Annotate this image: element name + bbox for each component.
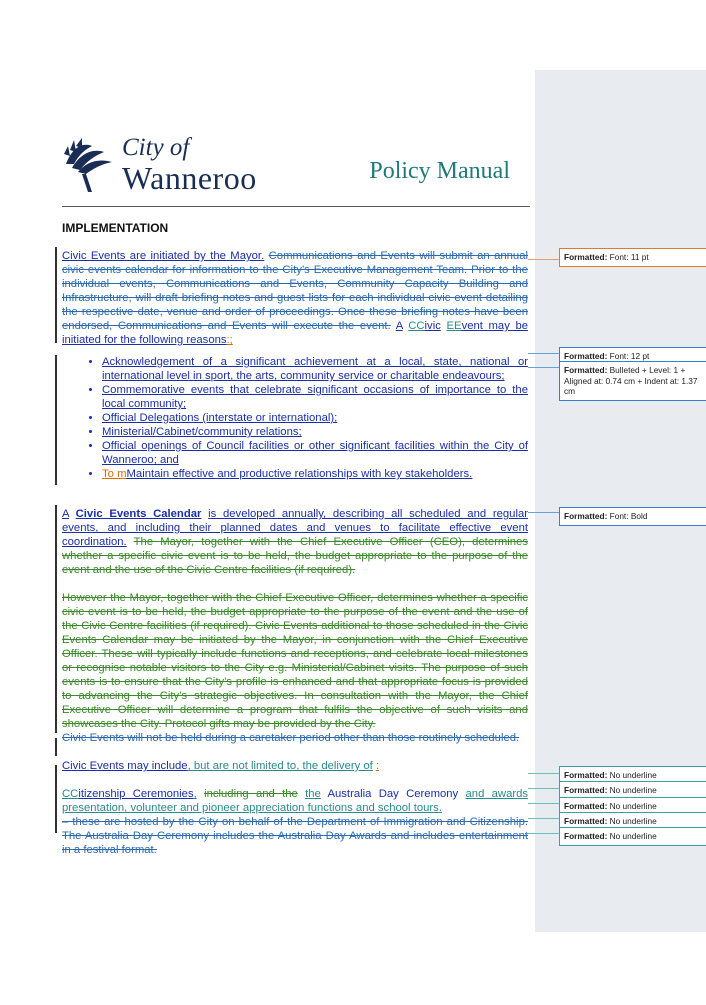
- inserted-text: CC: [62, 788, 79, 800]
- city-logo-icon: [62, 134, 120, 192]
- comment-label: Formatted:: [564, 351, 608, 361]
- comment-text: Font: 12 pt: [609, 351, 650, 361]
- comment-connector: [528, 773, 559, 774]
- inserted-text: A: [395, 320, 403, 332]
- inserted-text: :: [375, 760, 380, 772]
- inserted-text: .: [438, 802, 442, 814]
- comment-connector: [528, 512, 559, 513]
- comment-connector: [528, 367, 559, 368]
- comment-connector: [528, 818, 559, 819]
- comment-label: Formatted:: [564, 785, 608, 795]
- comment-text: No underline: [609, 785, 657, 795]
- formatting-comment[interactable]: [559, 248, 706, 267]
- inserted-text: EE: [446, 320, 462, 332]
- section-heading: IMPLEMENTATION: [62, 221, 169, 235]
- inserted-text: and awards presentation, volunteer and pioneer appreciation functions and school tours: [62, 788, 529, 814]
- logo-text-city-of: City of: [122, 134, 190, 161]
- inserted-text: itizenship Ceremonies: [78, 788, 194, 800]
- paragraph-citizenship: [62, 787, 528, 857]
- inserted-text: Civic Events are initiated by the Mayor.: [62, 250, 265, 262]
- page-header: [62, 130, 530, 210]
- comment-connector: [528, 259, 559, 260]
- inserted-text: the: [305, 788, 321, 800]
- paragraph-intro: [62, 249, 528, 347]
- deleted-text: Civic Events will not be held during a caretaker period other than those routinely scheduled.: [62, 732, 520, 744]
- comment-text: No underline: [609, 770, 657, 780]
- deleted-text: The Mayor, together with the Chief Executive Officer (CEO), determines whether a specific civic event is to be held, the budget appropriate to the purpose of the event and the use of the Civic Centre facilities (if required).: [62, 536, 528, 576]
- comment-label: Formatted:: [564, 831, 608, 841]
- list-item: • Commemorative events that celebrate significant occasions of importance to the local community;: [102, 383, 528, 411]
- list-item: • Official Delegations (interstate or international);: [102, 411, 528, 425]
- reasons-list: [62, 355, 528, 481]
- paragraph-may-include: [62, 759, 528, 773]
- comment-text: No underline: [609, 801, 657, 811]
- comment-text: Font: 11 pt: [609, 252, 649, 262]
- inserted-text: aintain effective and productive relationships with key stakeholders.: [135, 468, 473, 480]
- comment-connector: [528, 353, 559, 354]
- comment-label: Formatted:: [564, 801, 608, 811]
- comment-text: Bulleted + Level: 1 + Aligned at: 0.74 cm + Indent at: 1.37 cm: [564, 365, 698, 396]
- change-bar: [55, 355, 57, 485]
- comment-text: No underline: [609, 831, 657, 841]
- inserted-bold-text: Civic Events Calendar: [75, 508, 202, 520]
- document-body: [62, 221, 528, 857]
- comment-label: Formatted:: [564, 511, 608, 521]
- comment-label: Formatted:: [564, 365, 608, 375]
- deleted-text: Communications and Events will submit an annual civic events calendar for information to the City’s Executive Management Team. Prior to the individual events, Communications and Events, Community Capacity Building and Infrastructure, will draft briefing notes and guest lists for each individual civic event detailing the respective date, venue and order of proceedings. Once these briefing notes have been endorsed, Communications and Events will execute the event.: [62, 250, 528, 332]
- comment-connector: [528, 833, 559, 834]
- header-divider: [62, 206, 530, 207]
- inserted-text: , but are not limited to, the delivery of: [187, 760, 373, 772]
- paragraph-additional-events: [62, 591, 528, 745]
- comment-label: Formatted:: [564, 252, 608, 262]
- deleted-text: – these are hosted by the City on behalf of the Department of Immigration and Citizenship. The Australia Day Ceremony includes the Australia Day Awards and includes entertainment in a festival format.: [62, 816, 528, 856]
- inserted-text: ivic: [424, 320, 441, 332]
- comment-connector: [528, 788, 559, 789]
- comment-text: No underline: [609, 816, 657, 826]
- document-title: Policy Manual: [369, 158, 510, 184]
- list-item: [102, 467, 528, 481]
- paragraph-calendar: [62, 507, 528, 577]
- inserted-text: CC: [408, 320, 425, 332]
- deleted-text: including and the: [204, 788, 298, 800]
- formatting-comment[interactable]: [559, 507, 706, 526]
- change-bar: [55, 765, 57, 833]
- change-bar: [55, 247, 57, 343]
- inserted-text: M: [126, 468, 136, 480]
- inserted-text: is developed annually, describing all scheduled and regular events, and including their planned dates and venues to facilitate effective event coordination.: [62, 508, 529, 548]
- comment-text: Font: Bold: [609, 511, 648, 521]
- formatting-comment[interactable]: [559, 827, 706, 846]
- inserted-text: vent may be initiated for the following reasons: [62, 320, 529, 346]
- list-item: • Official openings of Council facilities or other significant facilities within the City of Wanneroo; and: [102, 439, 528, 467]
- event-name-text: Australia Day Ceremony: [327, 788, 459, 800]
- inserted-text: Civic Events may include: [62, 760, 188, 772]
- inserted-text: To m: [102, 468, 127, 480]
- logo-text-wanneroo: Wanneroo: [122, 160, 257, 196]
- comment-connector: [528, 803, 559, 804]
- change-bar: [55, 505, 57, 733]
- inserted-text: :;: [226, 334, 233, 346]
- list-item: • Acknowledgement of a significant achievement at a local, state, national or international level in sport, the arts, community service or charitable endeavours;: [102, 355, 528, 383]
- list-item: • Ministerial/Cabinet/community relations;: [102, 425, 528, 439]
- formatting-comment[interactable]: [559, 361, 706, 401]
- inserted-text: A: [62, 508, 69, 520]
- change-bar: [55, 738, 57, 756]
- comment-label: Formatted:: [564, 816, 608, 826]
- deleted-text: However the Mayor, together with the Chief Executive Officer, determines whether a specific civic event is to be held, the budget appropriate to the purpose of the event and the use of the Civic Centre facilities (if required). Civic Events additional to those scheduled in the Civic Events Calendar may be initiated by the Mayor, in conjunction with the Chief Executive Officer. These will typically include functions and receptions, and celebrate local milestones or recognise notable visitors to the City e.g. Ministerial/Cabinet visits. The purpose of such events is to ensure that the City’s profile is enhanced and that appropriate focus is provided to advancing the City’s strategic objectives. In consultation with the Mayor, the Chief Executive Officer will determine a program that fulfils the objective of such visits and showcases the City. Protocol gifts may be provided by the City.: [62, 592, 528, 730]
- comment-label: Formatted:: [564, 770, 608, 780]
- inserted-text: ,: [193, 788, 197, 800]
